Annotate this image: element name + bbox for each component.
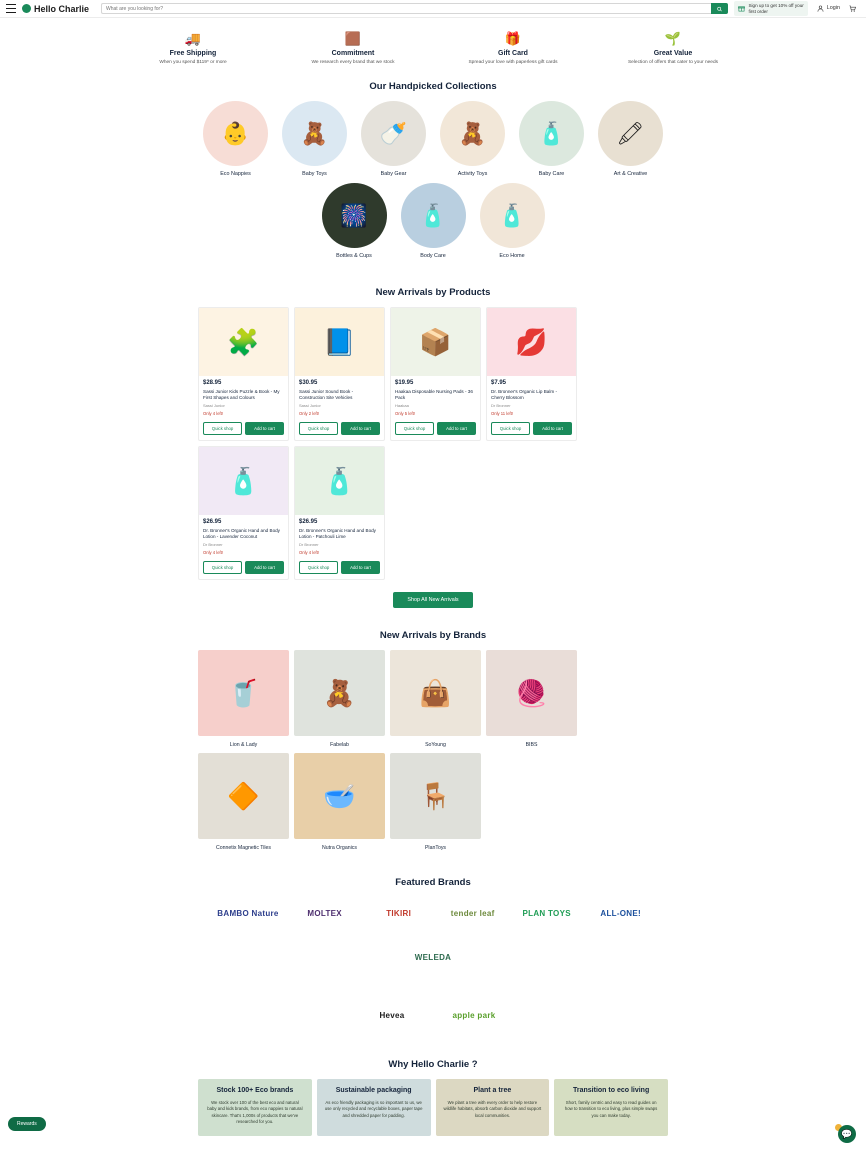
quick-shop-button[interactable]: Quick shop	[491, 422, 530, 435]
value-prop-title: Commitment	[331, 50, 375, 57]
star-icon: 🌱	[664, 31, 682, 46]
rewards-button[interactable]: Rewards	[8, 1117, 46, 1131]
value-props	[0, 18, 866, 75]
brand-label: Nutra Organics	[322, 845, 357, 851]
brand-card-nutra-organics[interactable]	[294, 753, 385, 851]
why-card-heading: Transition to eco living	[573, 1087, 650, 1094]
product-name[interactable]: Dr. Bronner's Organic Hand and Body Lotion - Patchouli Lime	[299, 528, 376, 540]
product-stock: Only 4 left!	[203, 411, 224, 416]
value-prop	[273, 32, 433, 65]
collection-label: Eco Nappies	[220, 171, 251, 177]
brand-logo-bambo-nature[interactable]: BAMBO Nature	[217, 908, 279, 918]
search-icon	[717, 6, 722, 12]
search-bar	[101, 3, 728, 14]
product-name[interactable]: Sassi Junior Kids Puzzle & Book - My First Shapes and Colours	[203, 389, 280, 401]
why-section	[0, 1059, 866, 1136]
product-price: $28.95	[203, 380, 222, 386]
add-to-cart-button[interactable]: Add to cart	[341, 561, 380, 574]
brand-card-connetix[interactable]	[198, 753, 289, 851]
quick-shop-button[interactable]: Quick shop	[203, 422, 242, 435]
product-card[interactable]	[294, 307, 385, 441]
add-to-cart-button[interactable]: Add to cart	[341, 422, 380, 435]
brand-image: 🧸	[294, 650, 385, 736]
collections-title: Our Handpicked Collections	[369, 81, 497, 92]
why-card-heading: Sustainable packaging	[335, 1087, 412, 1094]
product-brand: Dr Bronner	[203, 542, 223, 547]
why-card	[436, 1079, 550, 1136]
product-brand: Haakaa	[395, 403, 409, 408]
collection-item-baby-care[interactable]	[519, 101, 584, 177]
collection-image: 👶	[203, 101, 268, 166]
collection-item-baby-toys[interactable]	[282, 101, 347, 177]
shop-all-new-arrivals-button[interactable]: Shop All New Arrivals	[393, 592, 472, 608]
collection-label: Art & Creative	[613, 171, 648, 177]
brand-label: Fabelab	[330, 742, 349, 748]
brand-image: 🥣	[294, 753, 385, 839]
collection-image: 🧸	[440, 101, 505, 166]
product-stock: Only 2 left!	[299, 411, 320, 416]
collection-label: Baby Gear	[380, 171, 407, 177]
product-image: 🧴	[295, 447, 384, 515]
why-card-body: We stock over 100 of the best eco and natural baby and kids brands, from eco nappies to natural skincare. That's 1,000s of products that we've researched for you.	[207, 1100, 303, 1125]
value-prop-sub: We research every brand that we stock	[311, 60, 395, 65]
brand-card-plantoys[interactable]	[390, 753, 481, 851]
collection-image: 🧴	[401, 183, 466, 248]
collection-item-eco-home[interactable]	[480, 183, 545, 259]
signup-promo[interactable]	[734, 1, 807, 16]
brand-label: SoYoung	[425, 742, 446, 748]
product-price: $26.95	[203, 519, 222, 525]
why-card-body: We plant a tree with every order to help restore wildlife habitats, absorb carbon dioxide and support local communities.	[443, 1100, 542, 1118]
search-button[interactable]	[711, 3, 728, 14]
brand-image: 🪑	[390, 753, 481, 839]
featured-brand-logos-row2	[198, 999, 668, 1033]
chat-icon: 💬	[841, 1128, 853, 1139]
brand-card-lion-lady[interactable]	[198, 650, 289, 748]
why-card-heading: Plant a tree	[473, 1087, 512, 1094]
new-arrivals-products-title: New Arrivals by Products	[375, 287, 491, 298]
brand-logo-dr-bronners[interactable]: ALL-ONE!	[600, 908, 641, 918]
why-card-heading: Stock 100+ Eco brands	[216, 1087, 294, 1094]
signup-line2: first order	[748, 8, 768, 14]
login-label: Login	[826, 5, 840, 12]
value-prop-title: Free Shipping	[169, 50, 217, 57]
featured-brands-title: Featured Brands	[395, 877, 471, 888]
product-brand: Sassi Junior	[299, 403, 321, 408]
collection-item-art-creative[interactable]	[598, 101, 663, 177]
product-image: 📘	[295, 308, 384, 376]
collection-image: 🧴	[480, 183, 545, 248]
add-to-cart-button[interactable]: Add to cart	[245, 561, 284, 574]
why-card-body: As eco friendly packaging is so important to us, we use only recycled and recyclable boxes, paper tape and shredded paper for padding.	[324, 1100, 423, 1118]
collection-image: 🧴	[519, 101, 584, 166]
brand-logo-hevea[interactable]: Hevea	[379, 1010, 405, 1020]
product-card[interactable]	[390, 307, 481, 441]
login-button[interactable]	[817, 5, 840, 12]
truck-icon: 🚚	[184, 31, 202, 46]
user-icon	[817, 5, 824, 12]
brand-grid	[198, 650, 668, 851]
why-cards	[198, 1079, 668, 1136]
brand-label: BIBS	[525, 742, 538, 748]
value-prop	[593, 32, 753, 65]
product-image: 🧴	[199, 447, 288, 515]
logo-mark-icon	[22, 4, 31, 13]
cart-icon	[849, 5, 856, 12]
collection-item-body-care[interactable]	[401, 183, 466, 259]
product-card[interactable]	[198, 446, 289, 580]
product-price: $7.95	[491, 380, 507, 386]
product-stock: Only 5 left!	[395, 411, 416, 416]
value-prop-title: Great Value	[653, 50, 693, 57]
cart-button[interactable]	[849, 5, 856, 12]
product-brand: Sassi Junior	[203, 403, 225, 408]
product-card[interactable]	[486, 307, 577, 441]
product-card[interactable]	[198, 307, 289, 441]
product-image: 📦	[391, 308, 480, 376]
brand-logo-tikiri[interactable]: TIKIRI	[386, 908, 412, 918]
value-prop-sub: When you spend $119* or more	[159, 60, 227, 65]
add-to-cart-button[interactable]: Add to cart	[245, 422, 284, 435]
brand-label: Lion & Lady	[229, 742, 258, 748]
collection-image: 🎆	[322, 183, 387, 248]
product-image: 💋	[487, 308, 576, 376]
collections-grid	[198, 101, 668, 265]
product-price: $26.95	[299, 519, 318, 525]
brand-label: PlanToys	[424, 845, 447, 851]
site-header	[0, 0, 866, 18]
collection-image: 🧸	[282, 101, 347, 166]
why-card	[554, 1079, 668, 1136]
value-prop-sub: Selection of offers that cater to your needs	[627, 60, 719, 65]
product-name[interactable]: Dr. Bronner's Organic Lip Balm - Cherry Blossom	[491, 389, 557, 401]
leaf-icon: 🟫	[344, 31, 362, 46]
product-price: $19.95	[395, 380, 414, 386]
signup-line1: Sign up to get 10% off your	[748, 2, 804, 8]
brand-logo-weleda[interactable]: WELEDA	[414, 952, 452, 962]
product-stock: Only 4 left!	[203, 550, 224, 555]
brand-card-soyoung[interactable]	[390, 650, 481, 748]
why-title: Why Hello Charlie ?	[388, 1059, 478, 1070]
collection-item-activity-toys[interactable]	[440, 101, 505, 177]
product-brand: Dr Bronner	[491, 403, 511, 408]
collection-item-eco-nappies[interactable]	[203, 101, 268, 177]
product-grid	[198, 307, 668, 580]
product-name[interactable]: Haakaa Disposable Nursing Pads - 36 Pack	[395, 389, 473, 401]
gift-icon	[738, 5, 745, 12]
product-name[interactable]: Sassi Junior Sound Book - Construction Site Vehicles	[299, 389, 354, 401]
search-input[interactable]	[101, 3, 711, 14]
add-to-cart-button[interactable]: Add to cart	[437, 422, 476, 435]
collection-label: Baby Toys	[302, 171, 327, 177]
collections-section	[0, 75, 866, 265]
value-prop	[113, 32, 273, 65]
product-stock: Only 11 left!	[491, 411, 514, 416]
brand-logo-plan-toys[interactable]: PLAN TOYS	[522, 908, 571, 918]
why-card	[317, 1079, 431, 1136]
value-prop-sub: Spread your love with paperless gift cards	[468, 60, 558, 65]
collection-image: 🍼	[361, 101, 426, 166]
product-image: 🧩	[199, 308, 288, 376]
collection-label: Activity Toys	[457, 171, 488, 177]
quick-shop-button[interactable]: Quick shop	[299, 422, 338, 435]
featured-brands-section	[0, 877, 866, 1033]
collection-item-bottles-cups[interactable]	[322, 183, 387, 259]
collection-label: Baby Care	[538, 171, 565, 177]
site-logo[interactable]	[22, 4, 89, 14]
collection-label: Eco Home	[499, 253, 525, 259]
brand-image: 👜	[390, 650, 481, 736]
brand-image: 🔶	[198, 753, 289, 839]
product-stock: Only 4 left!	[299, 550, 320, 555]
brand-logo-tender-leaf[interactable]: tender leaf	[450, 908, 495, 918]
new-arrivals-brands-section	[0, 630, 866, 851]
collection-label: Bottles & Cups	[336, 253, 372, 259]
value-prop	[433, 32, 593, 65]
new-arrivals-brands-title: New Arrivals by Brands	[379, 630, 487, 641]
product-name[interactable]: Dr. Bronner's Organic Hand and Body Lotion - Lavender Coconut	[203, 528, 280, 540]
why-card-body: Short, family centric and easy to read guides on how to transition to eco living, plus simple swaps you can make today.	[564, 1100, 658, 1118]
chat-button[interactable]	[838, 1125, 856, 1143]
new-arrivals-products-section	[0, 287, 866, 608]
why-card	[198, 1079, 312, 1136]
brand-image: 🧶	[486, 650, 577, 736]
hamburger-icon[interactable]	[6, 4, 16, 13]
collection-label: Body Care	[420, 253, 446, 259]
header-actions	[734, 1, 860, 16]
brand-card-bibs[interactable]	[486, 650, 577, 748]
add-to-cart-button[interactable]: Add to cart	[533, 422, 572, 435]
collection-item-baby-gear[interactable]	[361, 101, 426, 177]
brand-image: 🥤	[198, 650, 289, 736]
product-price: $30.95	[299, 380, 318, 386]
product-card[interactable]	[294, 446, 385, 580]
quick-shop-button[interactable]: Quick shop	[203, 561, 242, 574]
quick-shop-button[interactable]: Quick shop	[299, 561, 338, 574]
gift-card-icon: 🎁	[504, 31, 522, 46]
brand-label: Connetix Magnetic Tiles	[215, 845, 272, 851]
brand-name: Hello Charlie	[34, 3, 90, 14]
brand-card-fabelab[interactable]	[294, 650, 385, 748]
quick-shop-button[interactable]: Quick shop	[395, 422, 434, 435]
collection-image: 🖍	[598, 101, 663, 166]
brand-logo-apple-park[interactable]: apple park	[452, 1010, 496, 1020]
brand-logo-moltex[interactable]: MOLTEX	[307, 908, 342, 918]
featured-brand-logos	[198, 897, 668, 975]
product-brand: Dr Bronner	[299, 542, 319, 547]
value-prop-title: Gift Card	[498, 50, 528, 57]
